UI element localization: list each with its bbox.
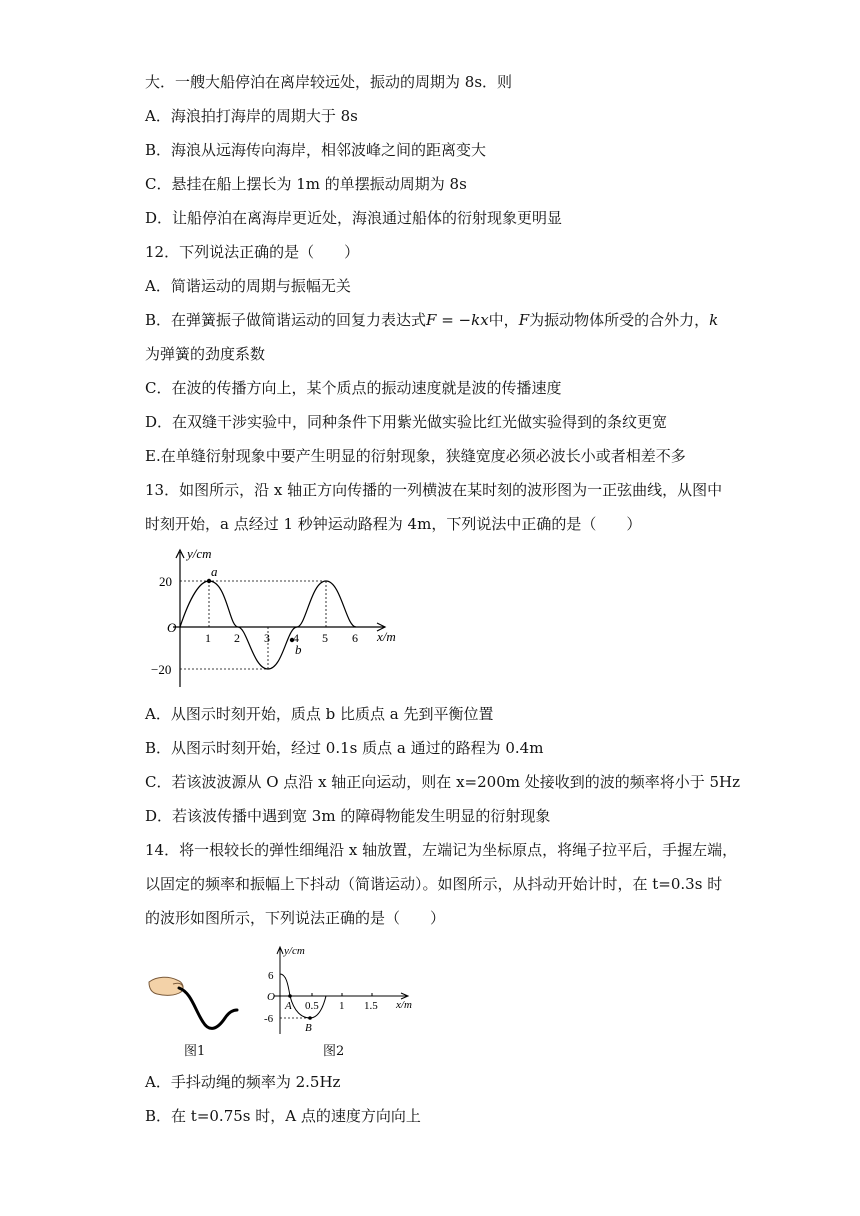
q14-option-b: B．在 t=0.75s 时，A 点的速度方向向上 xyxy=(145,1107,421,1125)
ytick-neg6: -6 xyxy=(264,1013,274,1025)
q12-option-c: C．在波的传播方向上，某个质点的振动速度就是波的传播速度 xyxy=(145,379,562,397)
question-12: 12．下列说法正确的是（ ） xyxy=(145,243,360,261)
q14-option-a: A．手抖动绳的频率为 2.5Hz xyxy=(145,1073,341,1091)
q12b-text2: 中， xyxy=(488,311,519,329)
q12b-F: F xyxy=(518,311,530,329)
point-a-label: a xyxy=(211,564,218,579)
q13-option-a: A．从图示时刻开始，质点 b 比质点 a 先到平衡位置 xyxy=(145,705,494,723)
hand-icon xyxy=(149,977,183,995)
option-c: C．悬挂在船上摆长为 1m 的单摆振动周期为 8s xyxy=(145,175,467,193)
ytick-6: 6 xyxy=(268,970,274,982)
option-b: B．海浪从远海传向海岸，相邻波峰之间的距离变大 xyxy=(145,141,487,159)
point-b-label: b xyxy=(295,642,302,657)
q12b-text1: B．在弹簧振子做简谐运动的回复力表达式 xyxy=(145,311,427,329)
wave-figure-13 xyxy=(145,542,405,694)
question-14-cont2: 的波形如图所示，下列说法正确的是（ ） xyxy=(145,909,446,927)
question-13: 13．如图所示，沿 x 轴正方向传播的一列横波在某时刻的波形图为一正弦曲线，从图中 xyxy=(145,481,723,499)
q12-option-b xyxy=(145,310,718,330)
rope xyxy=(179,988,237,1028)
hand-rope-figure xyxy=(145,970,245,1040)
wave-figure-14 xyxy=(258,942,428,1038)
xtick-6: 6 xyxy=(352,631,358,645)
q12-option-b-cont: 为弹簧的劲度系数 xyxy=(145,345,266,363)
q12b-formula: F = −kx xyxy=(426,311,489,329)
q13-option-c: C．若该波波源从 O 点沿 x 轴正向运动，则在 x=200m 处接收到的波的频率将小于 5Hz xyxy=(145,773,741,791)
xtick-5: 5 xyxy=(322,631,328,645)
origin-label: O xyxy=(267,991,275,1003)
text-line: 大．一艘大船停泊在离岸较远处，振动的周期为 8s．则 xyxy=(145,73,513,91)
q12-option-d: D．在双缝干涉实验中，同种条件下用紫光做实验比红光做实验得到的条纹更宽 xyxy=(145,413,668,431)
xtick-2: 2 xyxy=(234,631,240,645)
point-A-label: A xyxy=(285,1000,292,1012)
point-B-label: B xyxy=(305,1022,312,1034)
question-14-cont1: 以固定的频率和振幅上下抖动（简谐运动）。如图所示，从抖动开始计时，在 t=0.3s 时 xyxy=(145,875,723,893)
xtick-0.5: 0.5 xyxy=(305,1000,319,1012)
option-d: D．让船停泊在离海岸更近处，海浪通过船体的衍射现象更明显 xyxy=(145,209,563,227)
xtick-1.5: 1.5 xyxy=(364,1000,378,1012)
q12-option-e: E.在单缝衍射现象中要产生明显的衍射现象，狭缝宽度必须必波长小或者相差不多 xyxy=(145,447,686,465)
q13-option-d: D．若该波传播中遇到宽 3m 的障碍物能发生明显的衍射现象 xyxy=(145,807,551,825)
ytick-neg20: −20 xyxy=(151,662,172,677)
origin-label: O xyxy=(167,620,177,635)
q12b-k: k xyxy=(709,311,719,329)
y-axis-label: y/cm xyxy=(187,546,212,561)
question-14: 14．将一根较长的弹性细绳沿 x 轴放置，左端记为坐标原点，将绳子拉平后，手握左端， xyxy=(145,841,738,859)
ytick-20: 20 xyxy=(159,574,172,589)
xtick-1: 1 xyxy=(339,1000,345,1012)
xtick-4: 4 xyxy=(293,631,299,645)
option-a: A．海浪拍打海岸的周期大于 8s xyxy=(145,107,358,125)
y-axis-label: y/cm xyxy=(284,945,305,957)
figure-caption-1: 图1 xyxy=(184,1044,206,1059)
question-13-cont: 时刻开始，a 点经过 1 秒钟运动路程为 4m，下列说法中正确的是（ ） xyxy=(145,515,642,533)
xtick-1: 1 xyxy=(205,631,211,645)
xtick-3: 3 xyxy=(264,631,270,645)
x-axis-label: x/m xyxy=(396,999,412,1011)
figure-caption-2: 图2 xyxy=(323,1044,345,1059)
x-axis-label: x/m xyxy=(377,629,396,644)
q12-option-a: A．简谐运动的周期与振幅无关 xyxy=(145,277,351,295)
q12b-text3: 为振动物体所受的合外力， xyxy=(529,311,710,329)
q13-option-b: B．从图示时刻开始，经过 0.1s 质点 a 通过的路程为 0.4m xyxy=(145,739,544,757)
